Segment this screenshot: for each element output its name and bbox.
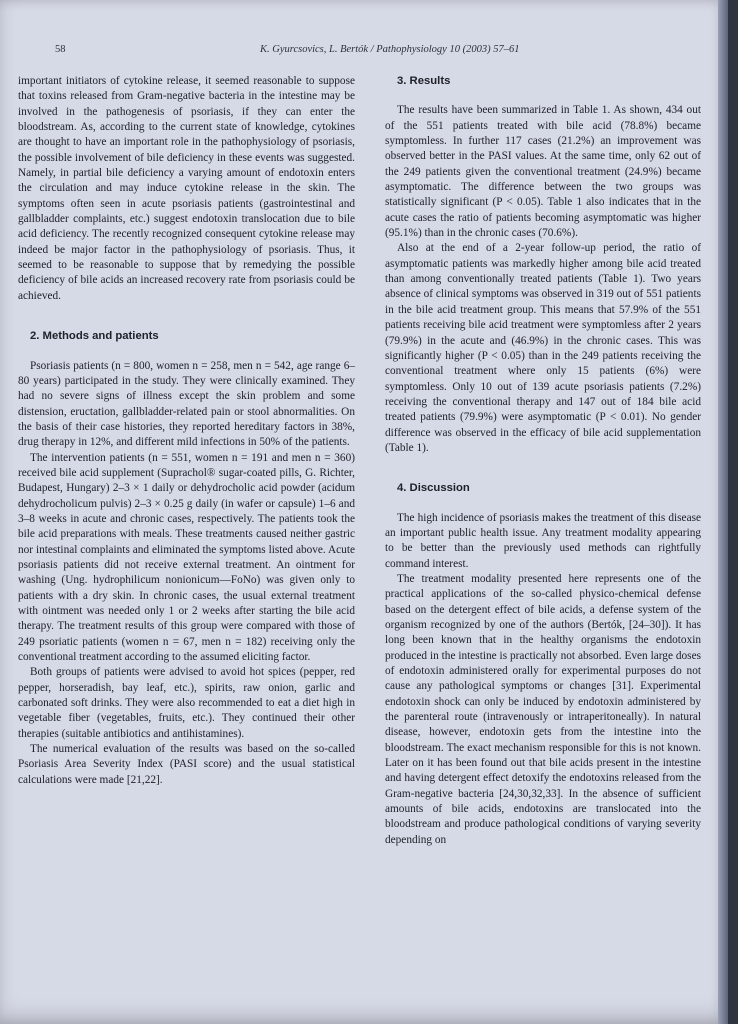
left-column: [18, 74, 355, 788]
discussion-heading: 4. Discussion: [397, 482, 470, 495]
methods-paragraph-4: The numerical evaluation of the results was based on the so-called Psoriasis Area Severity Index (PASI score) and the usual statistical calculations were made [21,22].: [18, 743, 355, 786]
methods-paragraph-3: Both groups of patients were advised to avoid hot spices (pepper, red pepper, horseradish, bay leaf, etc.), spirits, raw onion, garlic and carbonated soft drinks. They were also recommended to eat a diet high in vegetable fiber (vegetables, fruits, etc.). They continued their other therapies (suitable antibiotics and antihistamines).: [18, 666, 355, 740]
page-edge: [718, 0, 728, 1024]
methods-paragraph-2: The intervention patients (n = 551, women n = 191 and men n = 360) received bile acid supplement (Suprachol® sugar-coated pills, G. Richter, Budapest, Hungary) 2–3 × 1 daily or dehydrocholic acid powder (acidum dehydrocholicum pulvis) 2–3 × 0.25 g daily (in wafer or capsule) 1–6 and 3–8 weeks in acute and chronic cases, respectively. The patients took the bile acid preparations with meals. These treatments caused neither gastric nor intestinal complaints and eliminated the symptoms listed above. Acute psoriasis patients did not receive external treatment. An ointment for washing (Ung. hydrophilicum nonionicum—FoNo) was given only to patients with a dry skin. In chronic cases, the usual external treatment with ointment was needed only 1 or 2 weeks after starting the bile acid therapy. The treatment results of this group were compared with those of 249 psoriatic patients (women n = 67, men n = 182) receiving only the conventional treatment according to the assumed eliciting factor.: [18, 451, 355, 664]
page-number: 58: [55, 44, 66, 55]
results-paragraph-2: Also at the end of a 2-year follow-up period, the ratio of asymptomatic patients was markedly higher among bile acid treated than among conventionally treated patients (Table 1). Two years absence of clinical symptoms was observed in 319 out of 551 patients in the bile acid treatment group. This means that 57.9% of the 551 patients receiving bile acid treatment were symptomless after 2 years (79.9%) in the acute and (46.9%) in the chronic cases. This was significantly higher (P < 0.05) than in the 249 patients receiving the conventional treatment where only 15 patients (6%) were symptomless. Only 10 out of 139 acute psoriasis patients (7.2%) receiving the conventional therapy and 147 out of 184 bile acid treated patients (79.9%) were asymptomatic (P < 0.01). No gender difference was observed in the efficacy of bile acid supplementation (Table 1).: [385, 242, 701, 454]
right-column: [385, 74, 701, 848]
journal-citation: K. Gyurcsovics, L. Bertók / Pathophysiology 10 (2003) 57–61: [260, 44, 520, 55]
methods-paragraph-1: Psoriasis patients (n = 800, women n = 258, men n = 542, age range 6–80 years) participated in the study. They were clinically examined. They had no severe signs of illness except the skin problem and some distension, eructation, gallbladder-related pain or stool abnormalities. On the basis of their case histories, they reported hereditary factors in 38%, drug therapy in 12%, and different mild infections in 50% of the patients.: [18, 359, 355, 449]
discussion-paragraph-2: The treatment modality presented here represents one of the practical applications of the so-called physico-chemical defense based on the detergent effect of bile acids, a defense system of the organism recognized by one of the authors (Bertók, [24–30]). It has long been known that in the healthy organisms the endotoxin produced in the intestine is practically not absorbed. Even large doses of endotoxin administered orally for experimental purposes do not cause any pathological symptoms or changes [31]. Experimental endotoxin shock can only be induced by endotoxin administered by the parenteral route (intravenously or intraperitoneally). In natural disease, however, endotoxin gets from the intestine into the bloodstream. The exact mechanism responsible for this is not known. Later on it has been found out that bile acids present in the intestine and having detergent effect detoxify the endotoxins released from the Gram-negative bacteria [24,30,32,33]. In the absence of sufficient amounts of bile acids, endotoxins are translocated into the bloodstream and produce pathological conditions of varying severity depending on: [385, 572, 701, 846]
results-paragraph-1: The results have been summarized in Table 1. As shown, 434 out of the 551 patients treated with bile acid (78.8%) became symptomless. In further 117 cases (21.2%) an improvement was observed better in the PASI values. At the same time, only 62 out of the 249 patients given the conventional treatment (24.9%) became asymptomatic. The difference between the two groups was statistically significant (P < 0.05). Table 1 also indicates that in the acute cases the ratio of patients becoming asymptomatic was higher (95.1%) than in the chronic cases (70.6%).: [385, 104, 701, 240]
intro-paragraph: important initiators of cytokine release, it seemed reasonable to suppose that toxins released from Gram-negative bacteria in the intestine may be involved in the pathogenesis of psoriasis, if they can enter the bloodstream. As, according to the current state of knowledge, cytokines are thought to have an important role in the pathophysiology of psoriasis, the possible involvement of bile deficiency in these events was suggested. Namely, in partial bile deficiency a varying amount of endotoxin enters the circulation and may induce cytokine release in the skin. The symptoms often seen in acute psoriasis patients (gastrointestinal and gallbladder complaints, etc.) suggest endotoxin translocation due to bile acid deficiency. The recently recognized consequent cytokine release may indeed be major factor in the pathophysiology of psoriasis. Thus, it seemed to be reasonable to suppose that by remedying the possible deficiency of bile acids an increased recovery rate from psoriasis could be achieved.: [18, 75, 355, 302]
discussion-paragraph-1: The high incidence of psoriasis makes the treatment of this disease an important public health issue. Any treatment modality appearing to be better than the previously used methods can rightfully command interest.: [385, 511, 701, 570]
results-heading: 3. Results: [397, 75, 451, 87]
methods-heading: 2. Methods and patients: [30, 330, 159, 343]
